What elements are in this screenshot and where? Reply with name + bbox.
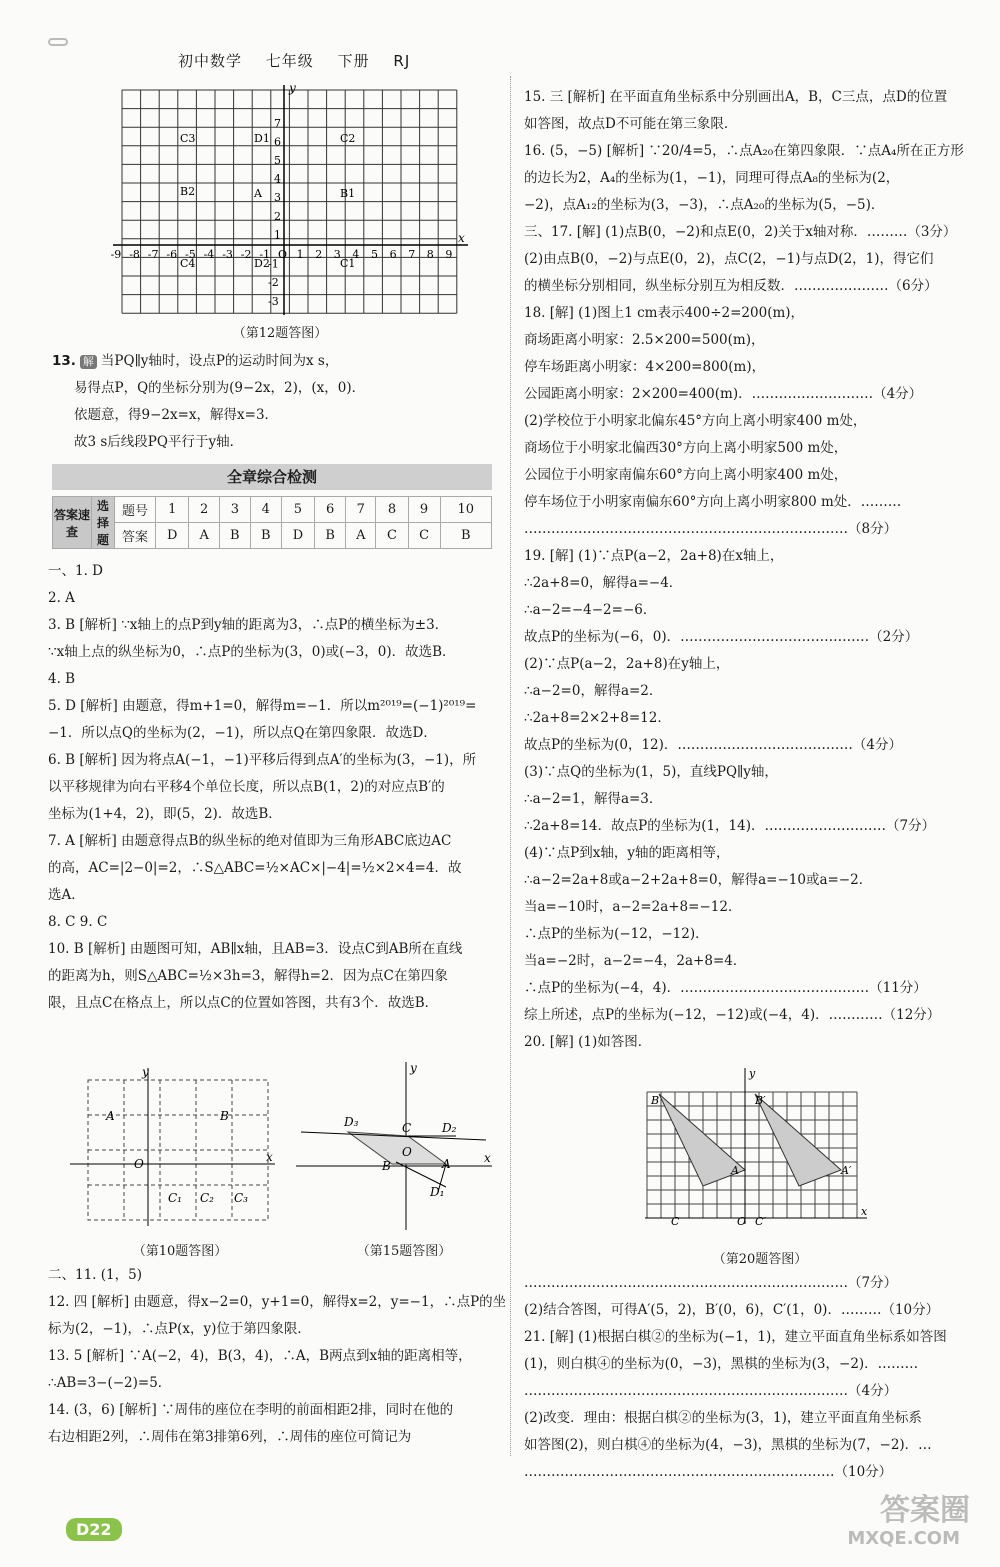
svg-text:B: B bbox=[651, 1094, 660, 1107]
text-line: 8. C 9. C bbox=[48, 914, 108, 930]
svg-text:O: O bbox=[737, 1215, 747, 1228]
svg-text:x: x bbox=[266, 1150, 273, 1164]
text-line: 4. B bbox=[48, 671, 76, 687]
svg-text:7: 7 bbox=[274, 116, 281, 130]
svg-text:C4: C4 bbox=[180, 257, 196, 270]
svg-text:C3: C3 bbox=[180, 132, 196, 145]
text-line: 故点P的坐标为(−6，0)．……………………………………（2分） bbox=[524, 629, 919, 645]
svg-text:-7: -7 bbox=[147, 248, 159, 261]
text-line: 16. (5，−5) [解析] ∵20/4=5，∴点A₂₀在第四象限．∵点A₄所在正方形 bbox=[524, 143, 964, 159]
text-line: ∴a−2=1，解得a=3． bbox=[524, 791, 663, 807]
svg-text:7: 7 bbox=[408, 248, 416, 261]
svg-text:4: 4 bbox=[352, 248, 360, 261]
text-line: ∴a−2=−4−2=−6． bbox=[524, 602, 657, 618]
svg-text:-9: -9 bbox=[110, 248, 122, 261]
svg-text:B: B bbox=[220, 1109, 229, 1123]
text-line: 19. [解] (1)∵点P(a−2，2a+8)在x轴上， bbox=[524, 548, 784, 564]
text-line: ∴2a+8=0，解得a=−4． bbox=[524, 575, 683, 591]
watermark: 答案圈 bbox=[880, 1493, 970, 1528]
svg-text:-3: -3 bbox=[222, 248, 233, 261]
svg-text:-1: -1 bbox=[268, 257, 279, 271]
svg-text:-3: -3 bbox=[268, 294, 279, 308]
text-line: −2)，点A₁₂的坐标为(3，−3)，∴点A₂₀的坐标为(5，−5)． bbox=[524, 197, 885, 213]
svg-text:O: O bbox=[402, 1145, 412, 1159]
svg-text:C2: C2 bbox=[340, 132, 356, 145]
q13-number: 13. bbox=[52, 353, 76, 369]
text-line: 的距离为h，则S△ABC=½×3h=3，解得h=2．因为点C在第四象 bbox=[48, 968, 448, 984]
q-num: 7 bbox=[346, 497, 376, 523]
text-line: 13. 5 [解析] ∵A(−2，4)，B(3，4)，∴A，B两点到x轴的距离相等， bbox=[48, 1348, 472, 1364]
svg-text:A′: A′ bbox=[841, 1164, 852, 1177]
text-line: 的高，AC=|2−0|=2，∴S△ABC=½×AC×|−4|=½×2×4=4．故 bbox=[48, 860, 462, 876]
fig20-diagram bbox=[645, 1068, 875, 1228]
text-line: 15. 三 [解析] 在平面直角坐标系中分别画出A，B，C三点，点D的位置 bbox=[524, 89, 948, 105]
text-line: (2)学校位于小明家北偏东45°方向上离小明家400 m处， bbox=[524, 413, 867, 429]
svg-text:5: 5 bbox=[371, 248, 378, 261]
text-line: 12. 四 [解析] 由题意，得x−2=0，y+1=0，解得x=2，y=−1，∴点P的坐 bbox=[48, 1294, 507, 1310]
text-line: 依题意，得9−2x=x，解得x=3． bbox=[74, 407, 279, 423]
svg-text:1: 1 bbox=[296, 248, 304, 261]
q-num: 9 bbox=[408, 497, 440, 523]
q13-block bbox=[52, 348, 492, 456]
header-volume: 下册 bbox=[337, 52, 370, 70]
section-banner: 全章综合检测 bbox=[52, 464, 492, 490]
text-line: 6. B [解析] 因为将点A(−1，−1)平移后得到点A′的坐标为(3，−1)，所 bbox=[48, 752, 477, 768]
svg-text:A: A bbox=[254, 187, 262, 200]
fig10-caption: （第10题答图） bbox=[132, 1244, 228, 1259]
text-line: 坐标为(1+4，2)，即(5，2)．故选B． bbox=[48, 806, 282, 822]
text-line: 故3 s后线段PQ平行于y轴． bbox=[74, 434, 244, 450]
text-line: 公园距离小明家：2×200=400(m)．………………………（4分） bbox=[524, 386, 923, 402]
svg-text:-5: -5 bbox=[185, 248, 196, 261]
svg-text:6: 6 bbox=[274, 135, 281, 149]
header-grade: 七年级 bbox=[265, 52, 314, 70]
column-divider bbox=[510, 76, 513, 1456]
svg-text:C₃: C₃ bbox=[234, 1191, 248, 1205]
text-line: (4)∵点P到x轴，y轴的距离相等， bbox=[524, 845, 730, 861]
q-answer: B bbox=[219, 523, 250, 549]
q-num: 5 bbox=[281, 497, 314, 523]
svg-text:C1: C1 bbox=[340, 257, 356, 270]
text-line: 5. D [解析] 由题意，得m+1=0，解得m=−1．所以m²⁰¹⁹=(−1)²⁰¹⁹= bbox=[48, 698, 477, 714]
text-line: (2)改变．理由：根据白棋②的坐标为(3，1)，建立平面直角坐标系 bbox=[524, 1410, 922, 1426]
svg-text:-2: -2 bbox=[268, 276, 279, 290]
q-answer: B bbox=[315, 523, 346, 549]
left-answers bbox=[48, 558, 496, 1017]
svg-text:O: O bbox=[134, 1157, 144, 1171]
text-line: 停车场距离小明家：4×200=800(m)， bbox=[524, 359, 766, 375]
svg-text:C₂: C₂ bbox=[200, 1191, 214, 1205]
svg-text:A: A bbox=[731, 1164, 739, 1177]
text-line: (3)∵点Q的坐标为(1，5)，直线PQ∥y轴， bbox=[524, 764, 778, 780]
right-answers-2 bbox=[524, 1270, 968, 1486]
svg-text:D₁: D₁ bbox=[430, 1185, 445, 1199]
text-line: 14. (3，6) [解析] ∵周伟的座位在李明的前面相距2排，同时在他的 bbox=[48, 1402, 454, 1418]
text-line: (2)由点B(0，−2)与点E(0，2)，点C(2，−1)与点D(2，1)，得它们 bbox=[524, 251, 934, 267]
text-line: 2. A bbox=[48, 590, 75, 606]
fig20-caption: （第20题答图） bbox=[712, 1252, 808, 1267]
text-line: 7. A [解析] 由题意得点B的纵坐标的绝对值即为三角形ABC底边AC bbox=[48, 833, 452, 849]
header-subject: 初中数学 bbox=[178, 52, 243, 70]
fig12-caption: （第12题答图） bbox=[232, 326, 328, 341]
text-line: 当PQ∥y轴时，设点P的运动时间为x s， bbox=[100, 353, 339, 369]
text-line: ………………………………………………………………（7分） bbox=[524, 1275, 898, 1291]
text-line: ……………………………………………………………（10分） bbox=[524, 1464, 893, 1480]
text-line: 以平移规律为向右平移4个单位长度，所以点B(1，2)的对应点B′的 bbox=[48, 779, 445, 795]
text-line: 三、17. [解] (1)点B(0，−2)和点E(0，2)关于x轴对称．………（3分） bbox=[524, 224, 957, 240]
text-line: 选A． bbox=[48, 887, 85, 903]
svg-text:x: x bbox=[861, 1205, 868, 1218]
text-line: 的横坐标分别相同，纵坐标分别互为相反数．…………………（6分） bbox=[524, 278, 938, 294]
svg-text:6: 6 bbox=[389, 248, 397, 261]
svg-text:3: 3 bbox=[333, 248, 341, 261]
text-line: −1．所以点Q的坐标为(2，−1)，所以点Q在第四象限．故选D． bbox=[48, 725, 437, 741]
svg-text:x: x bbox=[484, 1151, 491, 1165]
svg-text:4: 4 bbox=[274, 172, 281, 186]
svg-text:C: C bbox=[671, 1215, 680, 1228]
text-line: 商场距离小明家：2.5×200=500(m)， bbox=[524, 332, 765, 348]
text-line: ∴2a+8=2×2+8=12． bbox=[524, 710, 671, 726]
svg-text:B2: B2 bbox=[180, 185, 196, 198]
svg-text:1: 1 bbox=[274, 228, 281, 242]
svg-text:D1: D1 bbox=[254, 132, 270, 145]
svg-text:-6: -6 bbox=[166, 248, 178, 261]
svg-text:C: C bbox=[402, 1121, 412, 1135]
fig12-coordinate-grid bbox=[108, 80, 470, 320]
text-line: 当a=−2时，a−2=−4，2a+8=4． bbox=[524, 953, 747, 969]
svg-text:A: A bbox=[106, 1109, 115, 1123]
text-line: 21. [解] (1)根据白棋②的坐标为(−1，1)，建立平面直角坐标系如答图 bbox=[524, 1329, 947, 1345]
answer-quick-table bbox=[52, 496, 492, 549]
text-line: 18. [解] (1)图上1 cm表示400÷2=200(m)， bbox=[524, 305, 805, 321]
text-line: 综上所述，点P的坐标为(−12，−12)或(−4，4)．…………（12分） bbox=[524, 1007, 941, 1023]
text-line: ∵x轴上点的纵坐标为0，∴点P的坐标为(3，0)或(−3，0)．故选B． bbox=[48, 644, 456, 660]
svg-text:y: y bbox=[289, 81, 296, 95]
text-line: 商场位于小明家北偏西30°方向上离小明家500 m处， bbox=[524, 440, 848, 456]
q-answer: B bbox=[440, 523, 491, 549]
row-label-number: 题号 bbox=[115, 497, 156, 523]
q-answer: A bbox=[346, 523, 376, 549]
text-line: ∴点P的坐标为(−12，−12)． bbox=[524, 926, 709, 942]
svg-text:C′: C′ bbox=[755, 1215, 766, 1228]
svg-text:y: y bbox=[749, 1068, 756, 1080]
text-line: 易得点P，Q的坐标分别为(9−2x，2)，(x，0)． bbox=[74, 380, 366, 396]
svg-text:5: 5 bbox=[274, 154, 281, 167]
text-line: 一、1. D bbox=[48, 563, 103, 579]
q-num: 6 bbox=[315, 497, 346, 523]
svg-text:O: O bbox=[278, 248, 288, 261]
svg-text:x: x bbox=[458, 231, 465, 245]
text-line: (1)，则白棋④的坐标为(0，−3)，黑棋的坐标为(3，−2)．……… bbox=[524, 1356, 919, 1372]
q-answer: C bbox=[408, 523, 440, 549]
q-num: 1 bbox=[156, 497, 189, 523]
svg-text:D2: D2 bbox=[254, 257, 270, 270]
q-answer: D bbox=[281, 523, 314, 549]
svg-text:y: y bbox=[410, 1062, 417, 1075]
svg-text:B: B bbox=[382, 1159, 391, 1173]
solution-tag: 解 bbox=[80, 355, 97, 369]
q-answer: A bbox=[189, 523, 219, 549]
svg-text:-1: -1 bbox=[259, 248, 271, 261]
text-line: ∴a−2=0，解得a=2． bbox=[524, 683, 663, 699]
q-num: 2 bbox=[189, 497, 219, 523]
svg-text:C₁: C₁ bbox=[168, 1191, 182, 1205]
text-line: ∴2a+8=14．故点P的坐标为(1，14)．………………………（7分） bbox=[524, 818, 936, 834]
header-edition: RJ bbox=[393, 52, 411, 70]
svg-text:-4: -4 bbox=[203, 248, 215, 261]
left-answers-2 bbox=[48, 1262, 507, 1451]
text-line: ∴点P的坐标为(−4，4)．……………………………………（11分） bbox=[524, 980, 927, 996]
text-line: (2)∵点P(a−2，2a+8)在y轴上， bbox=[524, 656, 730, 672]
q-answer: D bbox=[156, 523, 189, 549]
quick-side-label: 答案速查 bbox=[53, 497, 92, 549]
text-line: ………………………………………………………………（8分） bbox=[524, 521, 898, 537]
q-num: 8 bbox=[376, 497, 408, 523]
text-line: ∴AB=3−(−2)=5． bbox=[48, 1375, 172, 1391]
svg-text:D₂: D₂ bbox=[442, 1121, 457, 1135]
text-line: 20. [解] (1)如答图． bbox=[524, 1034, 652, 1050]
svg-text:-8: -8 bbox=[129, 248, 140, 261]
svg-text:2: 2 bbox=[315, 248, 323, 261]
q-num: 3 bbox=[219, 497, 250, 523]
text-line: 的边长为2，A₄的坐标为(1，−1)，同理可得点A₈的坐标为(2， bbox=[524, 170, 900, 186]
page-header bbox=[178, 50, 428, 71]
right-answers bbox=[524, 84, 968, 1056]
text-line: 故点P的坐标为(0，12)．…………………………………（4分） bbox=[524, 737, 902, 753]
fig15-caption: （第15题答图） bbox=[356, 1244, 452, 1259]
watermark-url: MXQE.COM bbox=[847, 1528, 960, 1549]
svg-text:A: A bbox=[442, 1157, 451, 1171]
text-line: (2)结合答图，可得A′(5，2)，B′(0，6)，C′(1，0)．………（10分） bbox=[524, 1302, 940, 1318]
text-line: 当a=−10时，a−2=2a+8=−12． bbox=[524, 899, 742, 915]
text-line: 二、11. (1，5) bbox=[48, 1267, 142, 1283]
text-line: 公园位于小明家南偏东60°方向上离小明家400 m处， bbox=[524, 467, 848, 483]
q-num: 4 bbox=[250, 497, 281, 523]
svg-text:B′: B′ bbox=[755, 1094, 766, 1107]
svg-text:-2: -2 bbox=[240, 248, 252, 261]
q-answer: C bbox=[376, 523, 408, 549]
svg-text:9: 9 bbox=[445, 248, 453, 261]
series-logo bbox=[48, 38, 68, 46]
text-line: 如答图，故点D不可能在第三象限． bbox=[524, 116, 738, 132]
text-line: ………………………………………………………………（4分） bbox=[524, 1383, 898, 1399]
svg-text:y: y bbox=[142, 1068, 149, 1079]
svg-text:B1: B1 bbox=[340, 187, 356, 200]
q-answer: B bbox=[250, 523, 281, 549]
svg-text:2: 2 bbox=[274, 209, 281, 223]
svg-text:8: 8 bbox=[426, 248, 434, 261]
row-label-answer: 答案 bbox=[115, 523, 156, 549]
svg-text:D₃: D₃ bbox=[344, 1115, 359, 1129]
text-line: 停车场位于小明家南偏东60°方向上离小明家800 m处．……… bbox=[524, 494, 902, 510]
text-line: 3. B [解析] ∵x轴上的点P到y轴的距离为3，∴点P的横坐标为±3． bbox=[48, 617, 449, 633]
text-line: 10. B [解析] 由题图可知，AB∥x轴，且AB=3．设点C到AB所在直线 bbox=[48, 941, 463, 957]
q-num: 10 bbox=[440, 497, 491, 523]
svg-text:3: 3 bbox=[274, 191, 281, 205]
text-line: 右边相距2列，∴周伟在第3排第6列，∴周伟的座位可简记为 bbox=[48, 1429, 412, 1445]
text-line: ∴a−2=2a+8或a−2+2a+8=0，解得a=−10或a=−2． bbox=[524, 872, 873, 888]
fig10-diagram bbox=[70, 1068, 280, 1228]
fig15-diagram bbox=[296, 1062, 496, 1232]
page-number: D22 bbox=[66, 1518, 122, 1541]
quick-side-label2: 选择题 bbox=[92, 497, 115, 549]
text-line: 限，且点C在格点上，所以点C的位置如答图，共有3个．故选B． bbox=[48, 995, 439, 1011]
text-line: 如答图(2)，则白棋④的坐标为(4，−3)，黑棋的坐标为(7，−2)．… bbox=[524, 1437, 932, 1453]
text-line: 标为(2，−1)，∴点P(x，y)位于第四象限． bbox=[48, 1321, 311, 1337]
